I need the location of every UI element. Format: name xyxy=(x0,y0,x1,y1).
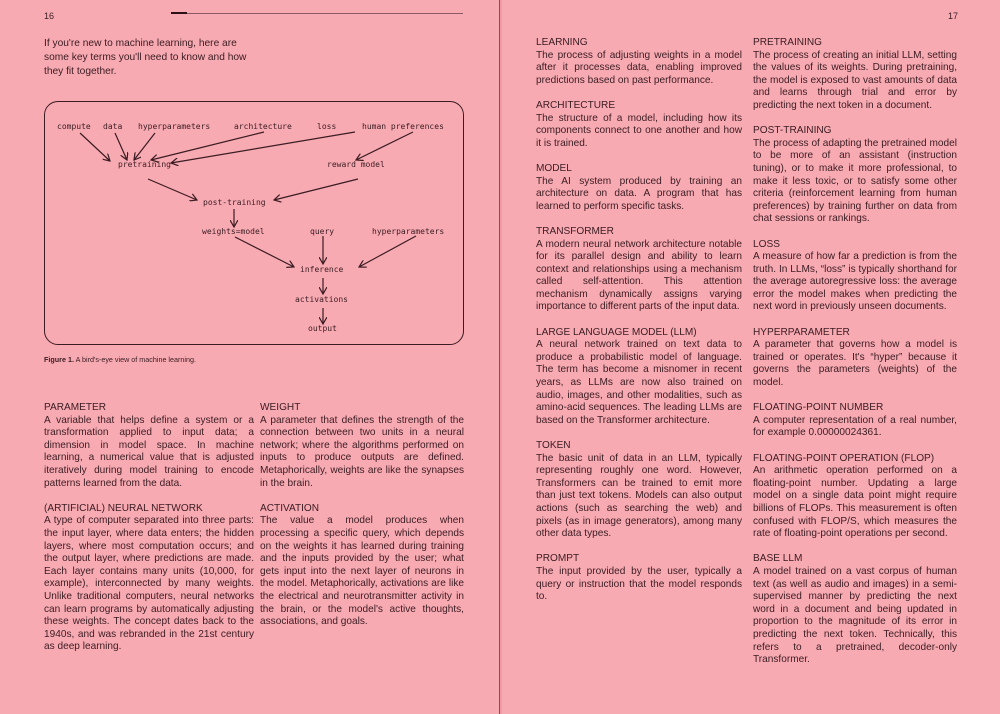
glossary-entry-post-training xyxy=(753,125,957,226)
glossary-entry-loss xyxy=(753,239,957,315)
glossary-term: PROMPT xyxy=(536,553,580,565)
glossary-definition: A type of computer separated into three parts: the input layer, where data enters; the hidden layers, where most computation occurs; and the output layer, where predictions are made. Each layer contains many units (10,000, for example), interconnected by many weights. Unlike traditional computers, neural networks can learn programs by automatically adjusting these weights. The concept dates back to the 1940s, and was rebranded in the 21st century as deep learning. xyxy=(44,515,254,653)
ml-diagram xyxy=(44,101,464,345)
glossary-entry-floating-point-number xyxy=(753,402,957,440)
glossary-term: TRANSFORMER xyxy=(536,225,614,237)
node-compute: compute xyxy=(57,122,91,131)
node-weights-model: weights=model xyxy=(202,227,265,236)
glossary-definition: A variable that helps define a system or a transformation applied to input data; a dimension in model space. In machine learning, a numerical value that is adjusted iteratively during model training to encode patterns learned from the data. xyxy=(44,414,254,489)
node-inference: inference xyxy=(300,265,344,274)
glossary-definition: The process of creating an initial LLM, setting the values of its weights. During pretraining, the model is exposed to vast amounts of data and learns through trial and error by predicting the next token in a document. xyxy=(753,49,957,111)
glossary-definition: The AI system produced by training an architecture on data. A program that has learned to perform specific tasks. xyxy=(536,175,742,212)
node-loss: loss xyxy=(317,122,337,131)
glossary-entry-weight xyxy=(260,402,464,490)
glossary-entry-llm xyxy=(536,327,742,428)
glossary-definition: The process of adjusting weights in a model after it processes data, enabling improved predictions based on past performance. xyxy=(536,49,742,86)
glossary-term: HYPERPARAMETER xyxy=(753,326,850,338)
glossary-definition: The basic unit of data in an LLM, typically representing roughly one word. However, Transformers can be trained to emit more than just text tokens. Models can also output actions (such as searching the web) and pixels (as in image generators), among many other data types. xyxy=(536,452,742,540)
glossary-entry-parameter xyxy=(44,402,254,490)
diagram-canvas xyxy=(45,102,465,346)
glossary-definition: The value a model produces when processing a specific query, which depends on the weights it has learned during training and the inputs provided by the user; what gets input into the next layer of neurons in the model. Metaphorically, activations are like the electrical and neurotransmitter activity in the brain, or the model's active thoughts, associations, and goals. xyxy=(260,515,464,628)
glossary-term: FLOATING-POINT OPERATION (FLOP) xyxy=(753,452,935,464)
figure-caption-text: A bird's-eye view of machine learning. xyxy=(75,355,197,364)
glossary-definition: The structure of a model, including how its components connect to one another and how it is trained. xyxy=(536,112,742,149)
glossary-term: WEIGHT xyxy=(260,402,301,413)
glossary-term: POST-TRAINING xyxy=(753,125,832,137)
glossary-column-3 xyxy=(536,37,742,616)
figure-caption xyxy=(44,355,196,364)
glossary-term: FLOATING-POINT NUMBER xyxy=(753,402,884,414)
left-page-number: 16 xyxy=(44,11,55,21)
glossary-entry-token xyxy=(536,440,742,541)
node-pretraining: pretraining xyxy=(118,160,171,169)
reading-progress-fill xyxy=(171,12,187,14)
glossary-term: ARCHITECTURE xyxy=(536,99,616,111)
glossary-term: MODEL xyxy=(536,162,572,174)
glossary-entry-pretraining xyxy=(753,37,957,113)
glossary-entry-transformer xyxy=(536,226,742,314)
glossary-entry-model xyxy=(536,163,742,213)
glossary-term: LEARNING xyxy=(536,37,588,48)
glossary-definition: A parameter that governs how a model is trained or operates. It's “hyper” because it governs the parameters (weights) of the model. xyxy=(753,339,957,389)
glossary-term: LOSS xyxy=(753,238,780,250)
node-output: output xyxy=(308,324,337,333)
intro-paragraph: If you're new to machine learning, here are some key terms you'll need to know and how they fit together. xyxy=(44,38,247,77)
glossary-definition: The process of adapting the pretrained model to be more of an assistant (instruction tuning), or to make it more professional, to make it less toxic, or to satisfy some other criteria (reinforcement learning from human preferences) by training further on data from chat sessions or rankings. xyxy=(753,137,957,225)
glossary-entry-hyperparameter xyxy=(753,327,957,390)
glossary-definition: A neural network trained on text data to produce a probabilistic model of language. The term has become a misnomer in recent years, as LLMs are now also trained on audio, images, and other modalities, such as amino-acid sequences. The leading LLMs are based on the Transformer architecture. xyxy=(536,339,742,426)
glossary-entry-learning xyxy=(536,37,742,87)
glossary-definition: A measure of how far a prediction is from the truth. In LLMs, “loss” is typically shorthand for the average autoregressive loss: the average error the model makes when predicting the next word in previously unseen documents. xyxy=(753,251,957,313)
figure-label: Figure 1. xyxy=(44,355,74,364)
glossary-entry-flop xyxy=(753,453,957,541)
node-architecture: architecture xyxy=(234,122,292,131)
node-reward-model: reward model xyxy=(327,160,385,169)
glossary-definition: A parameter that defines the strength of the connection between two units in a neural network; where the algorithms performed on inputs to produce outputs are defined. Metaphorically, weights are like the synapses in the brain. xyxy=(260,414,464,489)
node-hyperparameters-bottom: hyperparameters xyxy=(372,227,445,236)
glossary-term: PRETRAINING xyxy=(753,37,822,48)
book-spine-shadow xyxy=(500,0,502,714)
right-page-number: 17 xyxy=(948,11,959,21)
glossary-column-2 xyxy=(260,402,464,641)
node-data: data xyxy=(103,122,123,131)
glossary-definition: An arithmetic operation performed on a floating-point number. Updating a large model on a single data point might require billions of FLOPs. This measurement is often confused with FLOP/S, which measures the rate of floating-point operations per second. xyxy=(753,465,957,540)
node-query: query xyxy=(310,227,335,236)
glossary-entry-base-llm xyxy=(753,553,957,666)
glossary-term: TOKEN xyxy=(536,440,571,451)
glossary-definition: The input provided by the user, typically a query or instruction that the model responds to. xyxy=(536,565,742,603)
glossary-term: LARGE LANGUAGE MODEL (LLM) xyxy=(536,326,697,338)
glossary-term: (ARTIFICIAL) NEURAL NETWORK xyxy=(44,502,203,514)
glossary-definition: A computer representation of a real number, for example 0.00000024361. xyxy=(753,414,957,439)
glossary-term: BASE LLM xyxy=(753,553,803,565)
node-human-preferences: human preferences xyxy=(362,122,444,131)
node-activations: activations xyxy=(295,295,348,304)
glossary-term: PARAMETER xyxy=(44,402,107,413)
node-post-training: post-training xyxy=(203,198,266,207)
glossary-entry-neural-network xyxy=(44,503,254,654)
glossary-definition: A modern neural network architecture notable for its parallel design and ability to learn context and relationships using a mechanism called self-attention. This attention mechanism dynamically assigns varying importance to different parts of the input data. xyxy=(536,238,742,313)
glossary-entry-activation xyxy=(260,503,464,629)
glossary-entry-architecture xyxy=(536,100,742,150)
glossary-definition: A model trained on a vast corpus of human text (as well as audio and images) in a semi-supervised manner by predicting the next word in a document and being updated in proportion to the magnitude of its error in predicting the next token. Technically, this refers to a pretrained, decoder-only Transformer. xyxy=(753,565,957,666)
glossary-entry-prompt xyxy=(536,553,742,603)
reading-progress-track xyxy=(171,13,463,14)
glossary-term: ACTIVATION xyxy=(260,502,320,514)
glossary-column-1 xyxy=(44,402,254,666)
node-hyperparameters-top: hyperparameters xyxy=(138,122,211,131)
glossary-column-4 xyxy=(753,37,957,679)
